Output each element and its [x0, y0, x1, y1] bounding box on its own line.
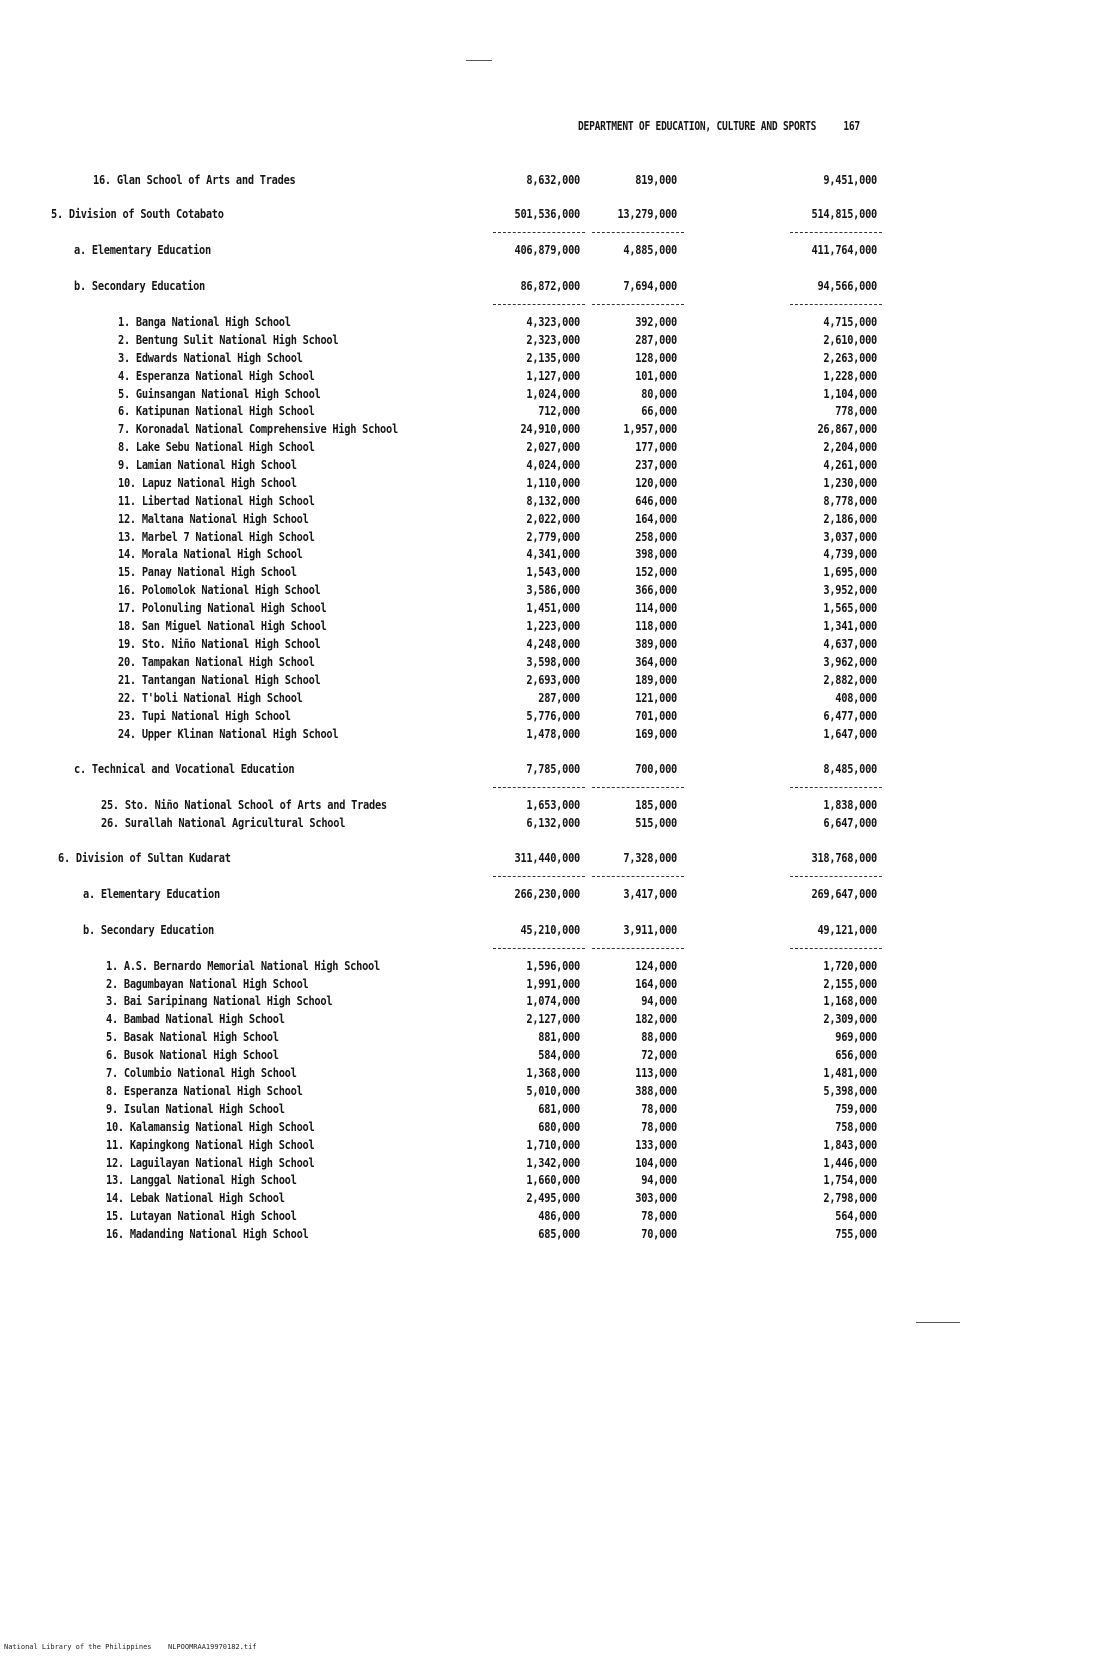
appropriation-amount: 266,230,000: [514, 887, 580, 901]
subtotal-rule: [592, 948, 684, 949]
supplemental-amount: 80,000: [641, 387, 677, 401]
appropriation-amount: 2,022,000: [526, 512, 580, 526]
row-label: a. Elementary Education: [74, 243, 211, 257]
row-label: 13. Langgal National High School: [106, 1173, 297, 1187]
supplemental-amount: 388,000: [635, 1084, 677, 1098]
supplemental-amount: 701,000: [635, 709, 677, 723]
total-amount: 514,815,000: [811, 207, 877, 221]
total-amount: 3,962,000: [823, 655, 877, 669]
appropriation-amount: 8,632,000: [526, 173, 580, 187]
total-amount: 564,000: [835, 1209, 877, 1223]
row-label: 16. Glan School of Arts and Trades: [93, 173, 296, 187]
appropriation-amount: 2,495,000: [526, 1191, 580, 1205]
supplemental-amount: 398,000: [635, 547, 677, 561]
supplemental-amount: 392,000: [635, 315, 677, 329]
appropriation-amount: 4,248,000: [526, 637, 580, 651]
subtotal-rule: [790, 876, 882, 877]
row-label: 11. Libertad National High School: [118, 494, 315, 508]
row-label: 9. Lamian National High School: [118, 458, 297, 472]
row-label: 21. Tantangan National High School: [118, 673, 321, 687]
supplemental-amount: 70,000: [641, 1227, 677, 1241]
supplemental-amount: 258,000: [635, 530, 677, 544]
total-amount: 408,000: [835, 691, 877, 705]
total-amount: 2,309,000: [823, 1012, 877, 1026]
row-label: 22. T'boli National High School: [118, 691, 303, 705]
total-amount: 6,477,000: [823, 709, 877, 723]
appropriation-amount: 685,000: [538, 1227, 580, 1241]
total-amount: 1,341,000: [823, 619, 877, 633]
appropriation-amount: 1,596,000: [526, 959, 580, 973]
appropriation-amount: 681,000: [538, 1102, 580, 1116]
supplemental-amount: 94,000: [641, 994, 677, 1008]
appropriation-amount: 712,000: [538, 404, 580, 418]
subtotal-rule: [493, 232, 585, 233]
total-amount: 755,000: [835, 1227, 877, 1241]
row-label: 25. Sto. Niño National School of Arts and Trades: [101, 798, 387, 812]
appropriation-amount: 24,910,000: [520, 422, 580, 436]
total-amount: 759,000: [835, 1102, 877, 1116]
row-label: 5. Division of South Cotabato: [51, 207, 224, 221]
row-label: b. Secondary Education: [83, 923, 215, 937]
total-amount: 1,695,000: [823, 565, 877, 579]
supplemental-amount: 88,000: [641, 1030, 677, 1044]
supplemental-amount: 287,000: [635, 333, 677, 347]
appropriation-amount: 8,132,000: [526, 494, 580, 508]
supplemental-amount: 7,694,000: [623, 279, 677, 293]
appropriation-amount: 584,000: [538, 1048, 580, 1062]
row-label: 7. Columbio National High School: [106, 1066, 297, 1080]
appropriation-amount: 86,872,000: [520, 279, 580, 293]
row-label: 1. A.S. Bernardo Memorial National High School: [106, 959, 380, 973]
supplemental-amount: 237,000: [635, 458, 677, 472]
row-label: 3. Bai Saripinang National High School: [106, 994, 333, 1008]
supplemental-amount: 124,000: [635, 959, 677, 973]
row-label: 8. Esperanza National High School: [106, 1084, 303, 1098]
appropriation-amount: 5,776,000: [526, 709, 580, 723]
total-amount: 1,720,000: [823, 959, 877, 973]
appropriation-amount: 2,135,000: [526, 351, 580, 365]
total-amount: 1,565,000: [823, 601, 877, 615]
total-amount: 969,000: [835, 1030, 877, 1044]
row-label: 15. Panay National High School: [118, 565, 297, 579]
appropriation-amount: 3,598,000: [526, 655, 580, 669]
subtotal-rule: [790, 787, 882, 788]
page-number: 167: [843, 119, 860, 133]
row-label: 5. Basak National High School: [106, 1030, 279, 1044]
supplemental-amount: 366,000: [635, 583, 677, 597]
subtotal-rule: [592, 304, 684, 305]
appropriation-amount: 1,127,000: [526, 369, 580, 383]
row-label: 26. Surallah National Agricultural School: [101, 816, 346, 830]
footer-filename: NLPOOMRAA19970182.tif: [168, 1643, 257, 1651]
row-label: 2. Bentung Sulit National High School: [118, 333, 339, 347]
subtotal-rule: [493, 948, 585, 949]
supplemental-amount: 13,279,000: [617, 207, 677, 221]
total-amount: 2,155,000: [823, 977, 877, 991]
appropriation-amount: 881,000: [538, 1030, 580, 1044]
appropriation-amount: 7,785,000: [526, 762, 580, 776]
subtotal-rule: [592, 787, 684, 788]
supplemental-amount: 169,000: [635, 727, 677, 741]
appropriation-amount: 287,000: [538, 691, 580, 705]
total-amount: 758,000: [835, 1120, 877, 1134]
row-label: 2. Bagumbayan National High School: [106, 977, 309, 991]
appropriation-amount: 501,536,000: [514, 207, 580, 221]
total-amount: 269,647,000: [811, 887, 877, 901]
row-label: 13. Marbel 7 National High School: [118, 530, 315, 544]
subtotal-rule: [592, 232, 684, 233]
supplemental-amount: 646,000: [635, 494, 677, 508]
total-amount: 2,186,000: [823, 512, 877, 526]
row-label: 6. Katipunan National High School: [118, 404, 315, 418]
subtotal-rule: [790, 948, 882, 949]
appropriation-amount: 1,660,000: [526, 1173, 580, 1187]
appropriation-amount: 1,368,000: [526, 1066, 580, 1080]
supplemental-amount: 78,000: [641, 1120, 677, 1134]
appropriation-amount: 2,027,000: [526, 440, 580, 454]
row-label: 23. Tupi National High School: [118, 709, 291, 723]
row-label: a. Elementary Education: [83, 887, 220, 901]
appropriation-amount: 311,440,000: [514, 851, 580, 865]
subtotal-rule: [790, 304, 882, 305]
scan-mark-right: [916, 1322, 960, 1323]
total-amount: 4,739,000: [823, 547, 877, 561]
total-amount: 1,754,000: [823, 1173, 877, 1187]
total-amount: 1,104,000: [823, 387, 877, 401]
appropriation-amount: 1,024,000: [526, 387, 580, 401]
appropriation-amount: 45,210,000: [520, 923, 580, 937]
row-label: 12. Laguilayan National High School: [106, 1156, 315, 1170]
supplemental-amount: 389,000: [635, 637, 677, 651]
supplemental-amount: 104,000: [635, 1156, 677, 1170]
appropriation-amount: 1,543,000: [526, 565, 580, 579]
total-amount: 1,168,000: [823, 994, 877, 1008]
appropriation-amount: 2,693,000: [526, 673, 580, 687]
row-label: 3. Edwards National High School: [118, 351, 303, 365]
supplemental-amount: 114,000: [635, 601, 677, 615]
supplemental-amount: 121,000: [635, 691, 677, 705]
supplemental-amount: 118,000: [635, 619, 677, 633]
row-label: 6. Busok National High School: [106, 1048, 279, 1062]
row-label: 14. Lebak National High School: [106, 1191, 285, 1205]
subtotal-rule: [790, 232, 882, 233]
supplemental-amount: 120,000: [635, 476, 677, 490]
total-amount: 6,647,000: [823, 816, 877, 830]
row-label: 7. Koronadal National Comprehensive High School: [118, 422, 398, 436]
supplemental-amount: 700,000: [635, 762, 677, 776]
supplemental-amount: 113,000: [635, 1066, 677, 1080]
total-amount: 3,952,000: [823, 583, 877, 597]
total-amount: 2,798,000: [823, 1191, 877, 1205]
total-amount: 1,647,000: [823, 727, 877, 741]
row-label: 10. Lapuz National High School: [118, 476, 297, 490]
row-label: 11. Kapingkong National High School: [106, 1138, 315, 1152]
total-amount: 1,838,000: [823, 798, 877, 812]
row-label: 17. Polonuling National High School: [118, 601, 327, 615]
row-label: 10. Kalamansig National High School: [106, 1120, 315, 1134]
total-amount: 4,261,000: [823, 458, 877, 472]
total-amount: 9,451,000: [823, 173, 877, 187]
total-amount: 2,610,000: [823, 333, 877, 347]
total-amount: 2,204,000: [823, 440, 877, 454]
supplemental-amount: 78,000: [641, 1102, 677, 1116]
subtotal-rule: [493, 304, 585, 305]
row-label: 14. Morala National High School: [118, 547, 303, 561]
supplemental-amount: 7,328,000: [623, 851, 677, 865]
supplemental-amount: 152,000: [635, 565, 677, 579]
total-amount: 4,715,000: [823, 315, 877, 329]
total-amount: 3,037,000: [823, 530, 877, 544]
supplemental-amount: 819,000: [635, 173, 677, 187]
total-amount: 26,867,000: [817, 422, 877, 436]
supplemental-amount: 515,000: [635, 816, 677, 830]
total-amount: 8,778,000: [823, 494, 877, 508]
total-amount: 411,764,000: [811, 243, 877, 257]
appropriation-amount: 4,024,000: [526, 458, 580, 472]
total-amount: 49,121,000: [817, 923, 877, 937]
total-amount: 5,398,000: [823, 1084, 877, 1098]
supplemental-amount: 164,000: [635, 512, 677, 526]
department-title: DEPARTMENT OF EDUCATION, CULTURE AND SPORTS: [578, 119, 817, 133]
appropriation-amount: 1,074,000: [526, 994, 580, 1008]
supplemental-amount: 72,000: [641, 1048, 677, 1062]
appropriation-amount: 2,127,000: [526, 1012, 580, 1026]
total-amount: 1,481,000: [823, 1066, 877, 1080]
row-label: 24. Upper Klinan National High School: [118, 727, 339, 741]
appropriation-amount: 1,110,000: [526, 476, 580, 490]
subtotal-rule: [493, 876, 585, 877]
row-label: 20. Tampakan National High School: [118, 655, 315, 669]
supplemental-amount: 3,417,000: [623, 887, 677, 901]
row-label: 18. San Miguel National High School: [118, 619, 327, 633]
row-label: c. Technical and Vocational Education: [74, 762, 295, 776]
supplemental-amount: 164,000: [635, 977, 677, 991]
appropriation-amount: 3,586,000: [526, 583, 580, 597]
total-amount: 94,566,000: [817, 279, 877, 293]
supplemental-amount: 177,000: [635, 440, 677, 454]
row-label: 16. Madanding National High School: [106, 1227, 309, 1241]
total-amount: 1,843,000: [823, 1138, 877, 1152]
appropriation-amount: 6,132,000: [526, 816, 580, 830]
supplemental-amount: 364,000: [635, 655, 677, 669]
supplemental-amount: 128,000: [635, 351, 677, 365]
supplemental-amount: 182,000: [635, 1012, 677, 1026]
appropriation-amount: 680,000: [538, 1120, 580, 1134]
scan-mark-top: [466, 60, 492, 61]
appropriation-amount: 406,879,000: [514, 243, 580, 257]
supplemental-amount: 303,000: [635, 1191, 677, 1205]
row-label: 16. Polomolok National High School: [118, 583, 321, 597]
appropriation-amount: 1,451,000: [526, 601, 580, 615]
appropriation-amount: 486,000: [538, 1209, 580, 1223]
appropriation-amount: 1,223,000: [526, 619, 580, 633]
appropriation-amount: 2,779,000: [526, 530, 580, 544]
supplemental-amount: 66,000: [641, 404, 677, 418]
row-label: b. Secondary Education: [74, 279, 206, 293]
total-amount: 1,446,000: [823, 1156, 877, 1170]
supplemental-amount: 78,000: [641, 1209, 677, 1223]
row-label: 19. Sto. Niño National High School: [118, 637, 321, 651]
total-amount: 1,228,000: [823, 369, 877, 383]
total-amount: 8,485,000: [823, 762, 877, 776]
appropriation-amount: 1,710,000: [526, 1138, 580, 1152]
appropriation-amount: 1,653,000: [526, 798, 580, 812]
supplemental-amount: 185,000: [635, 798, 677, 812]
subtotal-rule: [493, 787, 585, 788]
supplemental-amount: 101,000: [635, 369, 677, 383]
total-amount: 318,768,000: [811, 851, 877, 865]
supplemental-amount: 4,885,000: [623, 243, 677, 257]
row-label: 12. Maltana National High School: [118, 512, 309, 526]
total-amount: 656,000: [835, 1048, 877, 1062]
appropriation-amount: 1,991,000: [526, 977, 580, 991]
supplemental-amount: 133,000: [635, 1138, 677, 1152]
total-amount: 778,000: [835, 404, 877, 418]
appropriation-amount: 4,341,000: [526, 547, 580, 561]
supplemental-amount: 1,957,000: [623, 422, 677, 436]
row-label: 6. Division of Sultan Kudarat: [58, 851, 231, 865]
row-label: 8. Lake Sebu National High School: [118, 440, 315, 454]
subtotal-rule: [592, 876, 684, 877]
appropriation-amount: 5,010,000: [526, 1084, 580, 1098]
appropriation-amount: 1,478,000: [526, 727, 580, 741]
row-label: 5. Guinsangan National High School: [118, 387, 321, 401]
row-label: 4. Esperanza National High School: [118, 369, 315, 383]
footer-library: National Library of the Philippines: [4, 1643, 152, 1651]
row-label: 4. Bambad National High School: [106, 1012, 285, 1026]
row-label: 9. Isulan National High School: [106, 1102, 285, 1116]
supplemental-amount: 189,000: [635, 673, 677, 687]
appropriation-amount: 2,323,000: [526, 333, 580, 347]
row-label: 15. Lutayan National High School: [106, 1209, 297, 1223]
appropriation-amount: 1,342,000: [526, 1156, 580, 1170]
appropriation-amount: 4,323,000: [526, 315, 580, 329]
supplemental-amount: 94,000: [641, 1173, 677, 1187]
row-label: 1. Banga National High School: [118, 315, 291, 329]
supplemental-amount: 3,911,000: [623, 923, 677, 937]
total-amount: 2,882,000: [823, 673, 877, 687]
total-amount: 1,230,000: [823, 476, 877, 490]
total-amount: 2,263,000: [823, 351, 877, 365]
total-amount: 4,637,000: [823, 637, 877, 651]
running-header: [578, 119, 860, 133]
